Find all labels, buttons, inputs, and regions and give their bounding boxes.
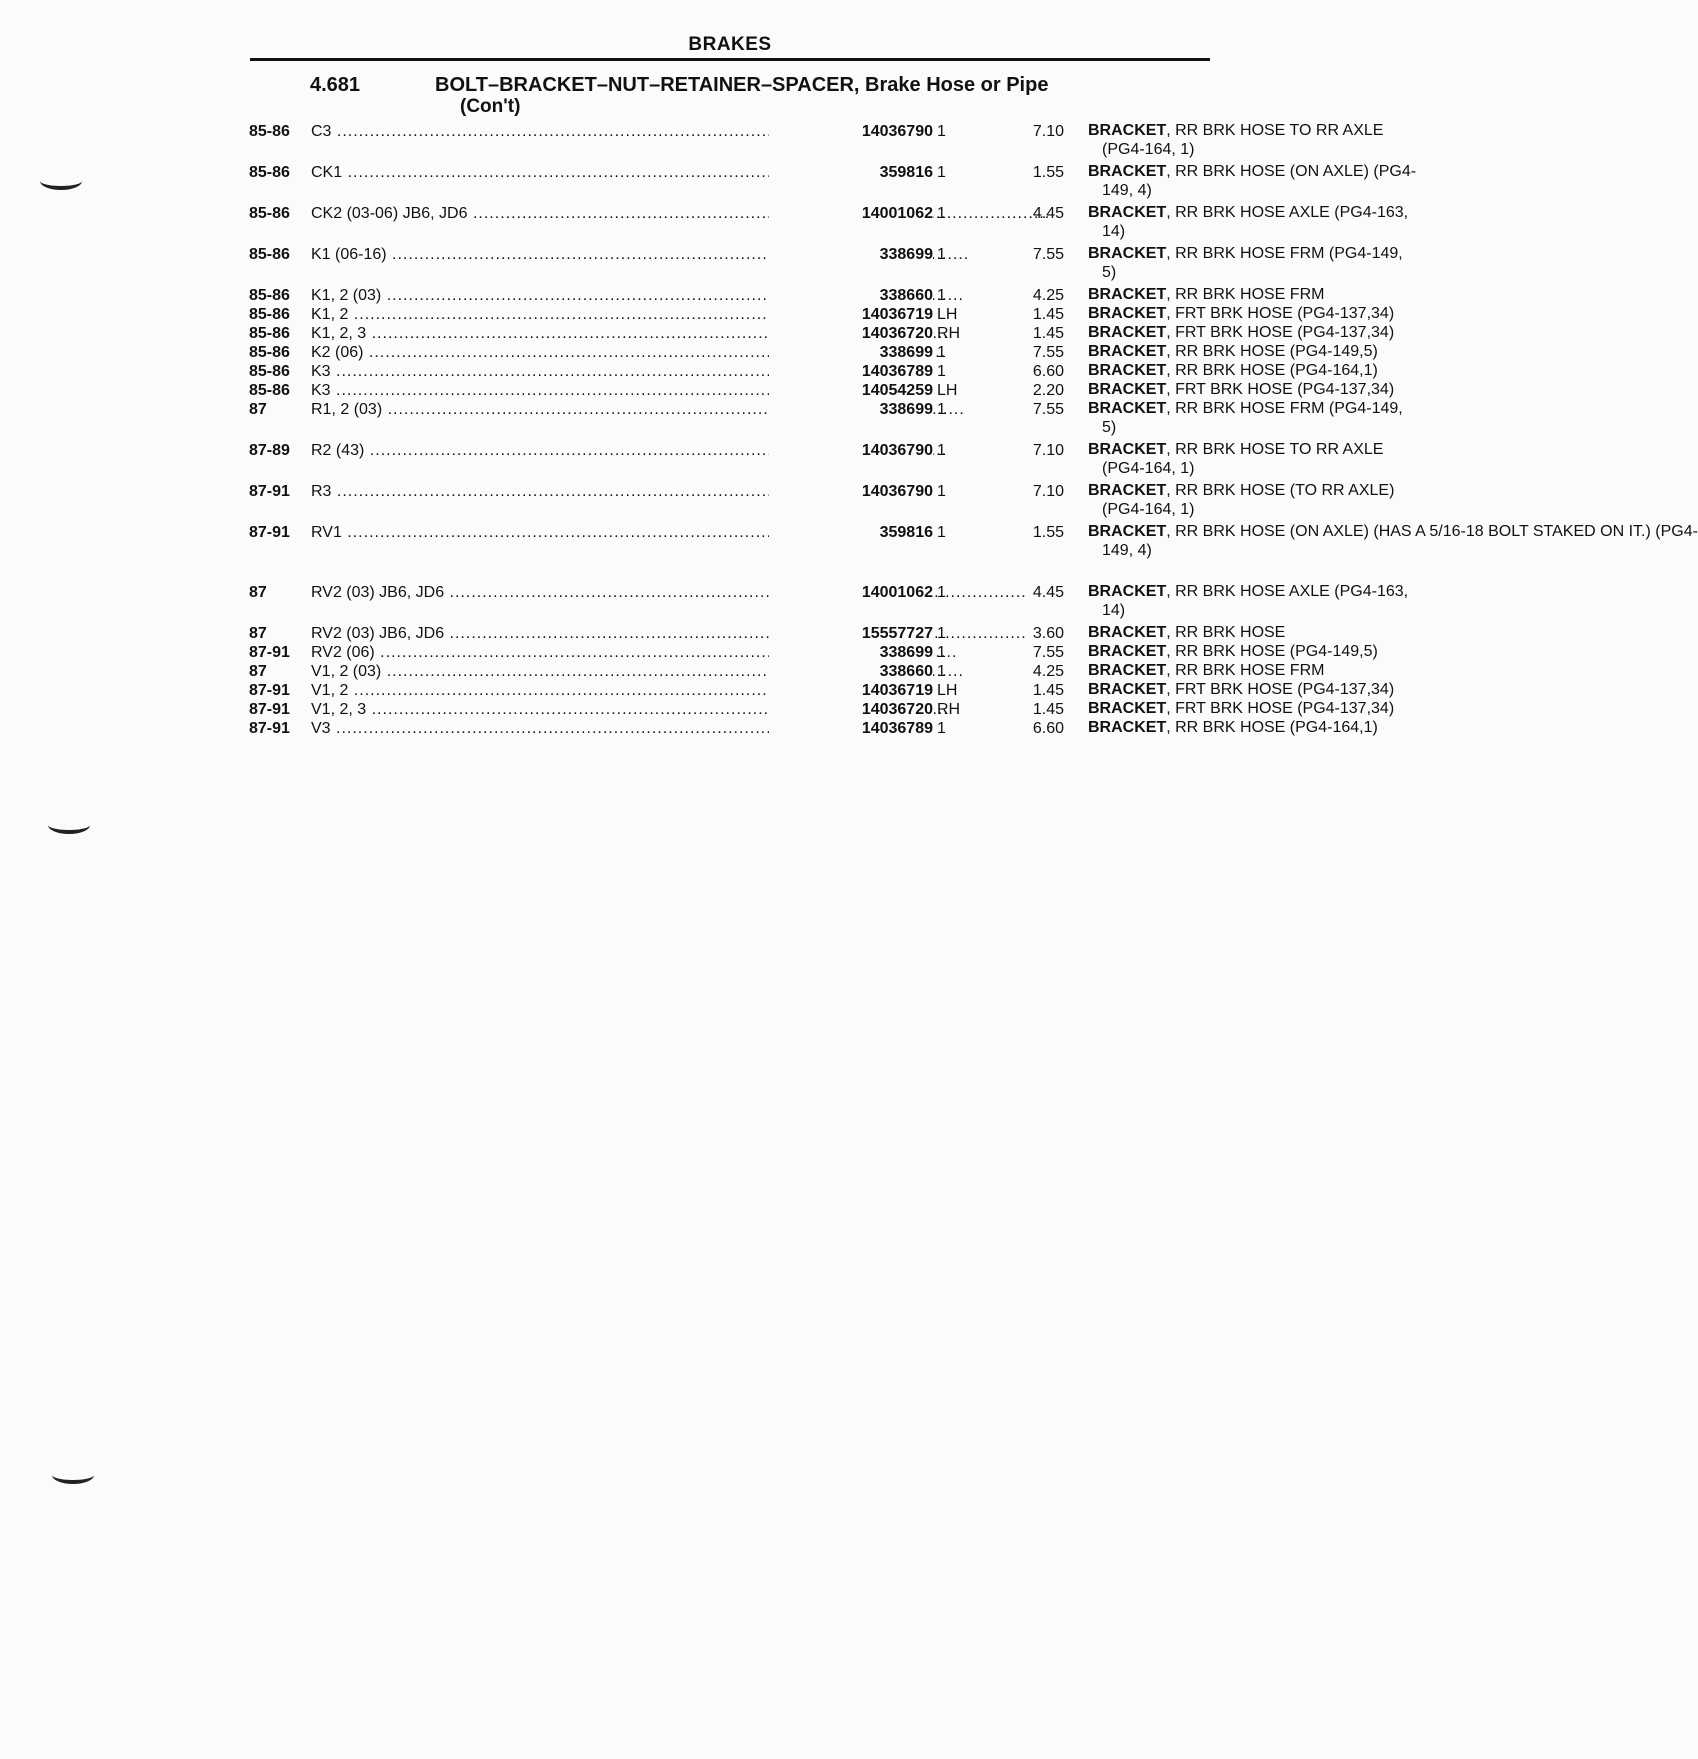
description-cell	[1088, 362, 1460, 381]
description-cell	[1088, 583, 1460, 620]
part-number-cell: 14036790	[769, 441, 933, 460]
table-row	[249, 343, 1378, 362]
model-cell: RV2 (03) JB6, JD6 .....	[311, 624, 821, 643]
part-name: BRACKET	[1088, 719, 1167, 736]
part-name: BRACKET	[1088, 662, 1167, 679]
part-name: BRACKET	[1088, 643, 1167, 660]
description-cell	[1088, 204, 1460, 241]
model-cell: RV2 (06) .....	[311, 643, 821, 662]
table-row	[249, 662, 1325, 681]
description-continuation: 14)	[1102, 601, 1126, 619]
price-cell: 1.55	[1032, 164, 1064, 181]
price-cell: 3.60	[1032, 625, 1064, 642]
quantity-cell: 1	[937, 483, 946, 500]
price-cell: 1.45	[1032, 306, 1064, 323]
description-text: , RR BRK HOSE (PG4-149,5)	[1166, 343, 1378, 360]
part-name: BRACKET	[1088, 245, 1167, 262]
part-name: BRACKET	[1088, 286, 1167, 303]
price-cell: 4.45	[1032, 584, 1064, 601]
description-cell	[1088, 381, 1460, 400]
part-name: BRACKET	[1088, 523, 1167, 540]
part-name: BRACKET	[1088, 122, 1167, 139]
price-cell: 6.60	[1032, 363, 1064, 380]
table-row	[249, 681, 1395, 700]
quantity-cell: 1	[937, 644, 946, 661]
table-row	[249, 624, 1286, 643]
part-number-cell: 14036720	[769, 324, 933, 343]
quantity-cell: 1	[937, 442, 946, 459]
part-name: BRACKET	[1088, 381, 1167, 398]
description-text: , RR BRK HOSE (PG4-149,5)	[1166, 643, 1378, 660]
quantity-cell: RH	[937, 325, 961, 342]
description-cell	[1088, 305, 1460, 324]
years-cell: 85-86	[249, 382, 290, 399]
quantity-cell: RH	[937, 701, 961, 718]
quantity-cell: LH	[937, 682, 958, 699]
model-cell: R3 .....	[311, 482, 821, 501]
description-continuation: (PG4-164, 1)	[1102, 500, 1195, 518]
part-name: BRACKET	[1088, 482, 1167, 499]
description-text: , FRT BRK HOSE (PG4-137,34)	[1166, 700, 1395, 717]
description-text: , RR BRK HOSE FRM (PG4-149,	[1166, 400, 1403, 417]
description-continuation: 5)	[1102, 418, 1117, 436]
description-cell	[1088, 719, 1460, 738]
model-cell: V1, 2 (03) .....	[311, 662, 821, 681]
quantity-cell: LH	[937, 382, 958, 399]
section-continued: (Con't)	[460, 96, 521, 117]
part-number-cell: 338699	[769, 343, 933, 362]
price-cell: 1.55	[1032, 524, 1064, 541]
part-number-cell: 338699	[769, 245, 933, 264]
table-row	[249, 482, 1395, 523]
quantity-cell: 1	[937, 205, 946, 222]
part-number-cell: 338660	[769, 286, 933, 305]
table-row	[249, 324, 1395, 343]
price-cell: 7.10	[1032, 442, 1064, 459]
description-text: , RR BRK HOSE (PG4-164,1)	[1166, 719, 1378, 736]
part-number-cell: 338699	[769, 400, 933, 419]
model-cell: K2 (06) .....	[311, 343, 821, 362]
parts-list	[249, 122, 1698, 738]
years-cell: 85-86	[249, 344, 290, 361]
table-row	[249, 523, 1698, 583]
header-rule	[250, 58, 1210, 61]
description-cell	[1088, 286, 1460, 305]
table-row	[249, 163, 1417, 204]
table-row	[249, 583, 1409, 624]
table-row	[249, 204, 1409, 245]
description-text: , RR BRK HOSE FRM	[1166, 662, 1325, 679]
years-cell: 87	[249, 584, 267, 601]
quantity-cell: 1	[937, 663, 946, 680]
table-row	[249, 122, 1384, 163]
part-name: BRACKET	[1088, 400, 1167, 417]
description-cell	[1088, 245, 1460, 282]
model-cell: K1, 2 .....	[311, 305, 821, 324]
price-cell: 4.25	[1032, 663, 1064, 680]
years-cell: 87-91	[249, 701, 290, 718]
part-number-cell: 15557727	[769, 624, 933, 643]
section-number: 4.681	[310, 74, 361, 96]
part-name: BRACKET	[1088, 204, 1167, 221]
description-cell	[1088, 662, 1460, 681]
description-text: , RR BRK HOSE	[1166, 624, 1286, 641]
binder-hole-mark	[52, 1466, 94, 1484]
years-cell: 85-86	[249, 246, 290, 263]
years-cell: 85-86	[249, 164, 290, 181]
years-cell: 87	[249, 663, 267, 680]
description-continuation: (PG4-164, 1)	[1102, 459, 1195, 477]
model-cell: C3 .....	[311, 122, 821, 141]
part-name: BRACKET	[1088, 343, 1167, 360]
part-number-cell: 338660	[769, 662, 933, 681]
model-cell: CK1 .....	[311, 163, 821, 182]
description-text: , RR BRK HOSE AXLE (PG4-163,	[1166, 204, 1409, 221]
table-row	[249, 400, 1403, 441]
part-number-cell: 14036789	[769, 719, 933, 738]
model-cell: K1 (06-16) .....	[311, 245, 821, 264]
description-cell	[1088, 700, 1460, 719]
years-cell: 85-86	[249, 287, 290, 304]
description-text: , RR BRK HOSE AXLE (PG4-163,	[1166, 583, 1409, 600]
years-cell: 87	[249, 625, 267, 642]
description-text: , FRT BRK HOSE (PG4-137,34)	[1166, 681, 1395, 698]
price-cell: 1.45	[1032, 325, 1064, 342]
part-name: BRACKET	[1088, 681, 1167, 698]
description-text: , RR BRK HOSE FRM (PG4-149,	[1166, 245, 1403, 262]
years-cell: 87-91	[249, 720, 290, 737]
part-name: BRACKET	[1088, 441, 1167, 458]
description-text: , RR BRK HOSE TO RR AXLE	[1166, 122, 1384, 139]
part-number-cell: 14036790	[769, 122, 933, 141]
part-name: BRACKET	[1088, 700, 1167, 717]
quantity-cell: 1	[937, 720, 946, 737]
table-row	[249, 305, 1395, 324]
part-number-cell: 14001062	[769, 583, 933, 602]
description-text: , RR BRK HOSE FRM	[1166, 286, 1325, 303]
page-header: BRAKES	[688, 34, 772, 55]
description-cell	[1088, 643, 1460, 662]
years-cell: 85-86	[249, 363, 290, 380]
description-cell	[1088, 400, 1460, 437]
model-cell: V1, 2, 3 .....	[311, 700, 821, 719]
description-cell	[1088, 523, 1698, 560]
description-cell	[1088, 324, 1460, 343]
part-number-cell: 14036720	[769, 700, 933, 719]
section-heading-4681	[310, 75, 1210, 117]
model-cell: K3 .....	[311, 381, 821, 400]
model-cell: K3 .....	[311, 362, 821, 381]
description-continuation: 5)	[1102, 263, 1117, 281]
part-number-cell: 14054259	[769, 381, 933, 400]
price-cell: 7.55	[1032, 644, 1064, 661]
price-cell: 7.55	[1032, 246, 1064, 263]
binder-hole-mark	[48, 816, 90, 834]
model-cell: K1, 2 (03) .....	[311, 286, 821, 305]
table-row	[249, 700, 1395, 719]
part-name: BRACKET	[1088, 305, 1167, 322]
years-cell: 85-86	[249, 325, 290, 342]
model-cell: V1, 2 .....	[311, 681, 821, 700]
model-cell: RV2 (03) JB6, JD6 .....	[311, 583, 821, 602]
price-cell: 7.55	[1032, 344, 1064, 361]
model-cell: CK2 (03-06) JB6, JD6 .....	[311, 204, 821, 223]
part-number-cell: 14036719	[769, 681, 933, 700]
table-row	[249, 381, 1395, 400]
part-number-cell: 14001062	[769, 204, 933, 223]
description-text: , RR BRK HOSE (ON AXLE) (PG4-	[1166, 163, 1417, 180]
price-cell: 2.20	[1032, 382, 1064, 399]
part-name: BRACKET	[1088, 624, 1167, 641]
part-name: BRACKET	[1088, 163, 1167, 180]
years-cell: 85-86	[249, 123, 290, 140]
quantity-cell: 1	[937, 164, 946, 181]
description-cell	[1088, 441, 1460, 478]
part-name: BRACKET	[1088, 583, 1167, 600]
years-cell: 85-86	[249, 306, 290, 323]
quantity-cell: 1	[937, 123, 946, 140]
price-cell: 1.45	[1032, 682, 1064, 699]
years-cell: 87-91	[249, 483, 290, 500]
price-cell: 7.10	[1032, 123, 1064, 140]
table-row	[249, 643, 1378, 662]
description-text: , RR BRK HOSE (ON AXLE) (HAS A 5/16-18 BOLT STAKED ON IT.) (PG4-	[1166, 523, 1698, 540]
description-cell	[1088, 482, 1460, 519]
binder-hole-mark	[40, 172, 82, 190]
description-text: , RR BRK HOSE (TO RR AXLE)	[1166, 482, 1395, 499]
description-continuation: 149, 4)	[1102, 541, 1152, 559]
part-number-cell: 359816	[769, 163, 933, 182]
table-row	[249, 286, 1325, 305]
description-cell	[1088, 624, 1460, 643]
model-cell: R1, 2 (03) .....	[311, 400, 821, 419]
quantity-cell: 1	[937, 584, 946, 601]
quantity-cell: 1	[937, 363, 946, 380]
years-cell: 85-86	[249, 205, 290, 222]
description-continuation: (PG4-164, 1)	[1102, 140, 1195, 158]
table-row	[249, 719, 1378, 738]
description-cell	[1088, 163, 1460, 200]
description-text: , RR BRK HOSE (PG4-164,1)	[1166, 362, 1378, 379]
description-continuation: 149, 4)	[1102, 181, 1152, 199]
years-cell: 87-91	[249, 682, 290, 699]
price-cell: 7.10	[1032, 483, 1064, 500]
part-name: BRACKET	[1088, 324, 1167, 341]
part-number-cell: 14036719	[769, 305, 933, 324]
quantity-cell: 1	[937, 524, 946, 541]
price-cell: 6.60	[1032, 720, 1064, 737]
description-cell	[1088, 343, 1460, 362]
model-cell: V3 .....	[311, 719, 821, 738]
quantity-cell: 1	[937, 287, 946, 304]
description-text: , FRT BRK HOSE (PG4-137,34)	[1166, 305, 1395, 322]
years-cell: 87-91	[249, 524, 290, 541]
quantity-cell: LH	[937, 306, 958, 323]
description-cell	[1088, 122, 1460, 159]
part-number-cell: 14036790	[769, 482, 933, 501]
description-text: , FRT BRK HOSE (PG4-137,34)	[1166, 324, 1395, 341]
quantity-cell: 1	[937, 344, 946, 361]
part-number-cell: 338699	[769, 643, 933, 662]
table-row	[249, 245, 1403, 286]
model-cell: K1, 2, 3 .....	[311, 324, 821, 343]
quantity-cell: 1	[937, 246, 946, 263]
description-text: , RR BRK HOSE TO RR AXLE	[1166, 441, 1384, 458]
table-row	[249, 362, 1378, 381]
description-continuation: 14)	[1102, 222, 1126, 240]
description-text: , FRT BRK HOSE (PG4-137,34)	[1166, 381, 1395, 398]
price-cell: 4.45	[1032, 205, 1064, 222]
part-number-cell: 14036789	[769, 362, 933, 381]
years-cell: 87	[249, 401, 267, 418]
part-name: BRACKET	[1088, 362, 1167, 379]
price-cell: 1.45	[1032, 701, 1064, 718]
model-cell: R2 (43) .....	[311, 441, 821, 460]
price-cell: 4.25	[1032, 287, 1064, 304]
quantity-cell: 1	[937, 625, 946, 642]
table-row	[249, 441, 1384, 482]
years-cell: 87-91	[249, 644, 290, 661]
quantity-cell: 1	[937, 401, 946, 418]
section-title: BOLT–BRACKET–NUT–RETAINER–SPACER, Brake Hose or Pipe	[435, 74, 1049, 96]
description-cell	[1088, 681, 1460, 700]
years-cell: 87-89	[249, 442, 290, 459]
model-cell: RV1 .....	[311, 523, 821, 542]
part-number-cell: 359816	[769, 523, 933, 542]
price-cell: 7.55	[1032, 401, 1064, 418]
